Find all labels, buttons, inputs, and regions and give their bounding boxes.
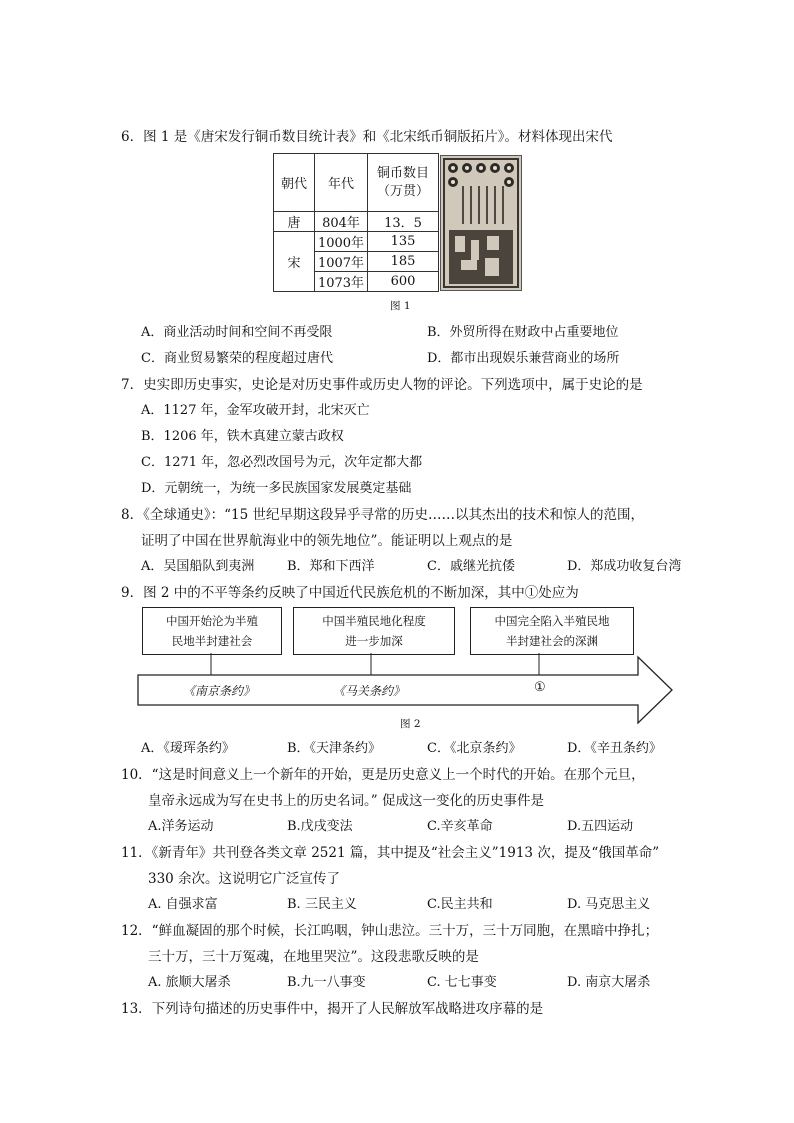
q6-stem: 6．图 1 是《唐宋发行铜币数目统计表》和《北宋纸币铜版拓片》。材料体现出宋代 — [121, 129, 613, 145]
header-coins-unit: （万贯） — [376, 183, 429, 199]
stage-box-3 — [470, 607, 634, 655]
q11-stem-line2: 330 余次。这说明它广泛宣传了 — [148, 871, 341, 887]
stage-box-2 — [293, 607, 455, 655]
q6-option-b[interactable]: B．外贸所得在财政中占重要地位 — [427, 325, 619, 340]
song-year-1: 1000年 — [315, 232, 368, 252]
q9-stem: 9．图 2 中的不平等条约反映了中国近代民族危机的不断加深，其中①处应为 — [121, 585, 579, 601]
q13-stem: 13．下列诗句描述的历史事件中，揭开了人民解放军战略进攻序幕的是 — [121, 1001, 544, 1017]
q6-option-c[interactable]: C．商业贸易繁荣的程度超过唐代 — [141, 351, 333, 366]
q8-option-b[interactable]: B．郑和下西洋 — [287, 559, 375, 574]
header-coins — [368, 154, 439, 212]
song-dynasty: 宋 — [274, 232, 315, 292]
stage-box-1-line2: 民地半封建社会 — [171, 634, 253, 648]
header-coins-label: 铜币数目 — [376, 165, 429, 181]
q12-stem-line2: 三十万，三十万冤魂，在地里哭泣”。这段悲歌反映的是 — [148, 949, 479, 965]
header-year: 年代 — [315, 154, 368, 212]
q7-option-d[interactable]: D．元朝统一，为统一多民族国家发展奠定基础 — [141, 481, 412, 496]
q7-stem: 7．史实即历史事实，史论是对历史事件或历史人物的评论。下列选项中，属于史论的是 — [121, 377, 643, 393]
coin-table — [273, 153, 439, 292]
figure1-caption: 图 1 — [390, 300, 411, 312]
q6-option-a[interactable]: A．商业活动时间和空间不再受限 — [141, 325, 333, 340]
q9-option-c[interactable]: C．《北京条约》 — [427, 741, 522, 756]
q11-option-c[interactable]: C.民主共和 — [427, 897, 493, 912]
q10-option-a[interactable]: A.洋务运动 — [148, 819, 214, 834]
q11-option-a[interactable]: A. 自强求富 — [148, 897, 218, 912]
q7-option-a[interactable]: A．1127 年，金军攻破开封，北宋灭亡 — [141, 403, 370, 418]
figure2-caption: 图 2 — [400, 718, 421, 730]
q10-option-d[interactable]: D.五四运动 — [567, 819, 634, 834]
q7-option-c[interactable]: C．1271 年，忽必烈改国号为元，次年定都大都 — [141, 455, 423, 470]
treaty-shimonoseki-label: 《马关条约》 — [333, 684, 406, 698]
q11-stem-line1: 11．《新青年》共刊登各类文章 2521 篇，其中提及“社会主义”1913 次，提及“俄国革命” — [121, 845, 660, 861]
song-year-2: 1007年 — [315, 252, 368, 272]
q12-stem-line1: 12．“鲜血凝固的那个时候，长江呜咽，钟山悲泣。三十万，三十万同胞，在黑暗中挣扎； — [121, 923, 659, 939]
song-value-1: 135 — [368, 232, 439, 252]
stage-box-3-line2: 半封建社会的深渊 — [506, 634, 598, 648]
song-value-2: 185 — [368, 252, 439, 272]
q8-stem-line1: 8．《全球通史》：“15 世纪早期这段异乎寻常的历史……以其杰出的技术和惊人的范围， — [121, 507, 644, 523]
q11-option-d[interactable]: D. 马克思主义 — [567, 897, 651, 912]
q8-option-d[interactable]: D．郑成功收复台湾 — [567, 559, 682, 574]
stage-box-1 — [142, 607, 282, 655]
q9-option-b[interactable]: B．《天津条约》 — [287, 741, 382, 756]
q9-option-a[interactable]: A．《瑷珲条约》 — [141, 741, 235, 756]
stage-box-2-line2: 进一步加深 — [345, 634, 403, 648]
stage-box-3-line1: 中国完全陷入半殖民地 — [494, 614, 610, 628]
tang-value: 13．5 — [368, 212, 439, 232]
q12-option-c[interactable]: C. 七七事变 — [427, 975, 497, 990]
q12-option-a[interactable]: A. 旅顺大屠杀 — [148, 975, 231, 990]
tang-year: 804年 — [315, 212, 368, 232]
q10-stem-line2: 皇帝永远成为写在史书上的历史名词。” 促成这一变化的历史事件是 — [148, 793, 544, 809]
paper-money-rubbing-image — [440, 155, 522, 291]
song-value-3: 600 — [368, 272, 439, 292]
stage-box-1-line1: 中国开始沦为半殖 — [166, 614, 258, 628]
q8-option-a[interactable]: A．吴国船队到夷洲 — [141, 559, 255, 574]
q8-stem-line2: 证明了中国在世界航海业中的领先地位”。能证明以上观点的是 — [141, 533, 513, 549]
song-year-3: 1073年 — [315, 272, 368, 292]
q6-option-d[interactable]: D．都市出现娱乐兼营商业的场所 — [427, 351, 620, 366]
q11-option-b[interactable]: B. 三民主义 — [287, 897, 357, 912]
q12-option-d[interactable]: D. 南京大屠杀 — [567, 975, 651, 990]
q8-option-c[interactable]: C．戚继光抗倭 — [427, 559, 515, 574]
tang-dynasty: 唐 — [274, 212, 315, 232]
q10-option-c[interactable]: C.辛亥革命 — [427, 819, 493, 834]
stage-box-2-line1: 中国半殖民地化程度 — [322, 614, 426, 628]
treaty-nanjing-label: 《南京条约》 — [183, 684, 256, 698]
q12-option-b[interactable]: B.九一八事变 — [287, 975, 366, 990]
q10-stem-line1: 10．“这是时间意义上一个新年的开始，更是历史意义上一个时代的开始。在那个元旦， — [121, 767, 645, 783]
q7-option-b[interactable]: B．1206 年，铁木真建立蒙古政权 — [141, 429, 344, 444]
header-dynasty: 朝代 — [274, 154, 315, 212]
q10-option-b[interactable]: B.戊戌变法 — [287, 819, 353, 834]
blank-marker-1: ① — [534, 680, 546, 695]
q9-option-d[interactable]: D．《辛丑条约》 — [567, 741, 662, 756]
